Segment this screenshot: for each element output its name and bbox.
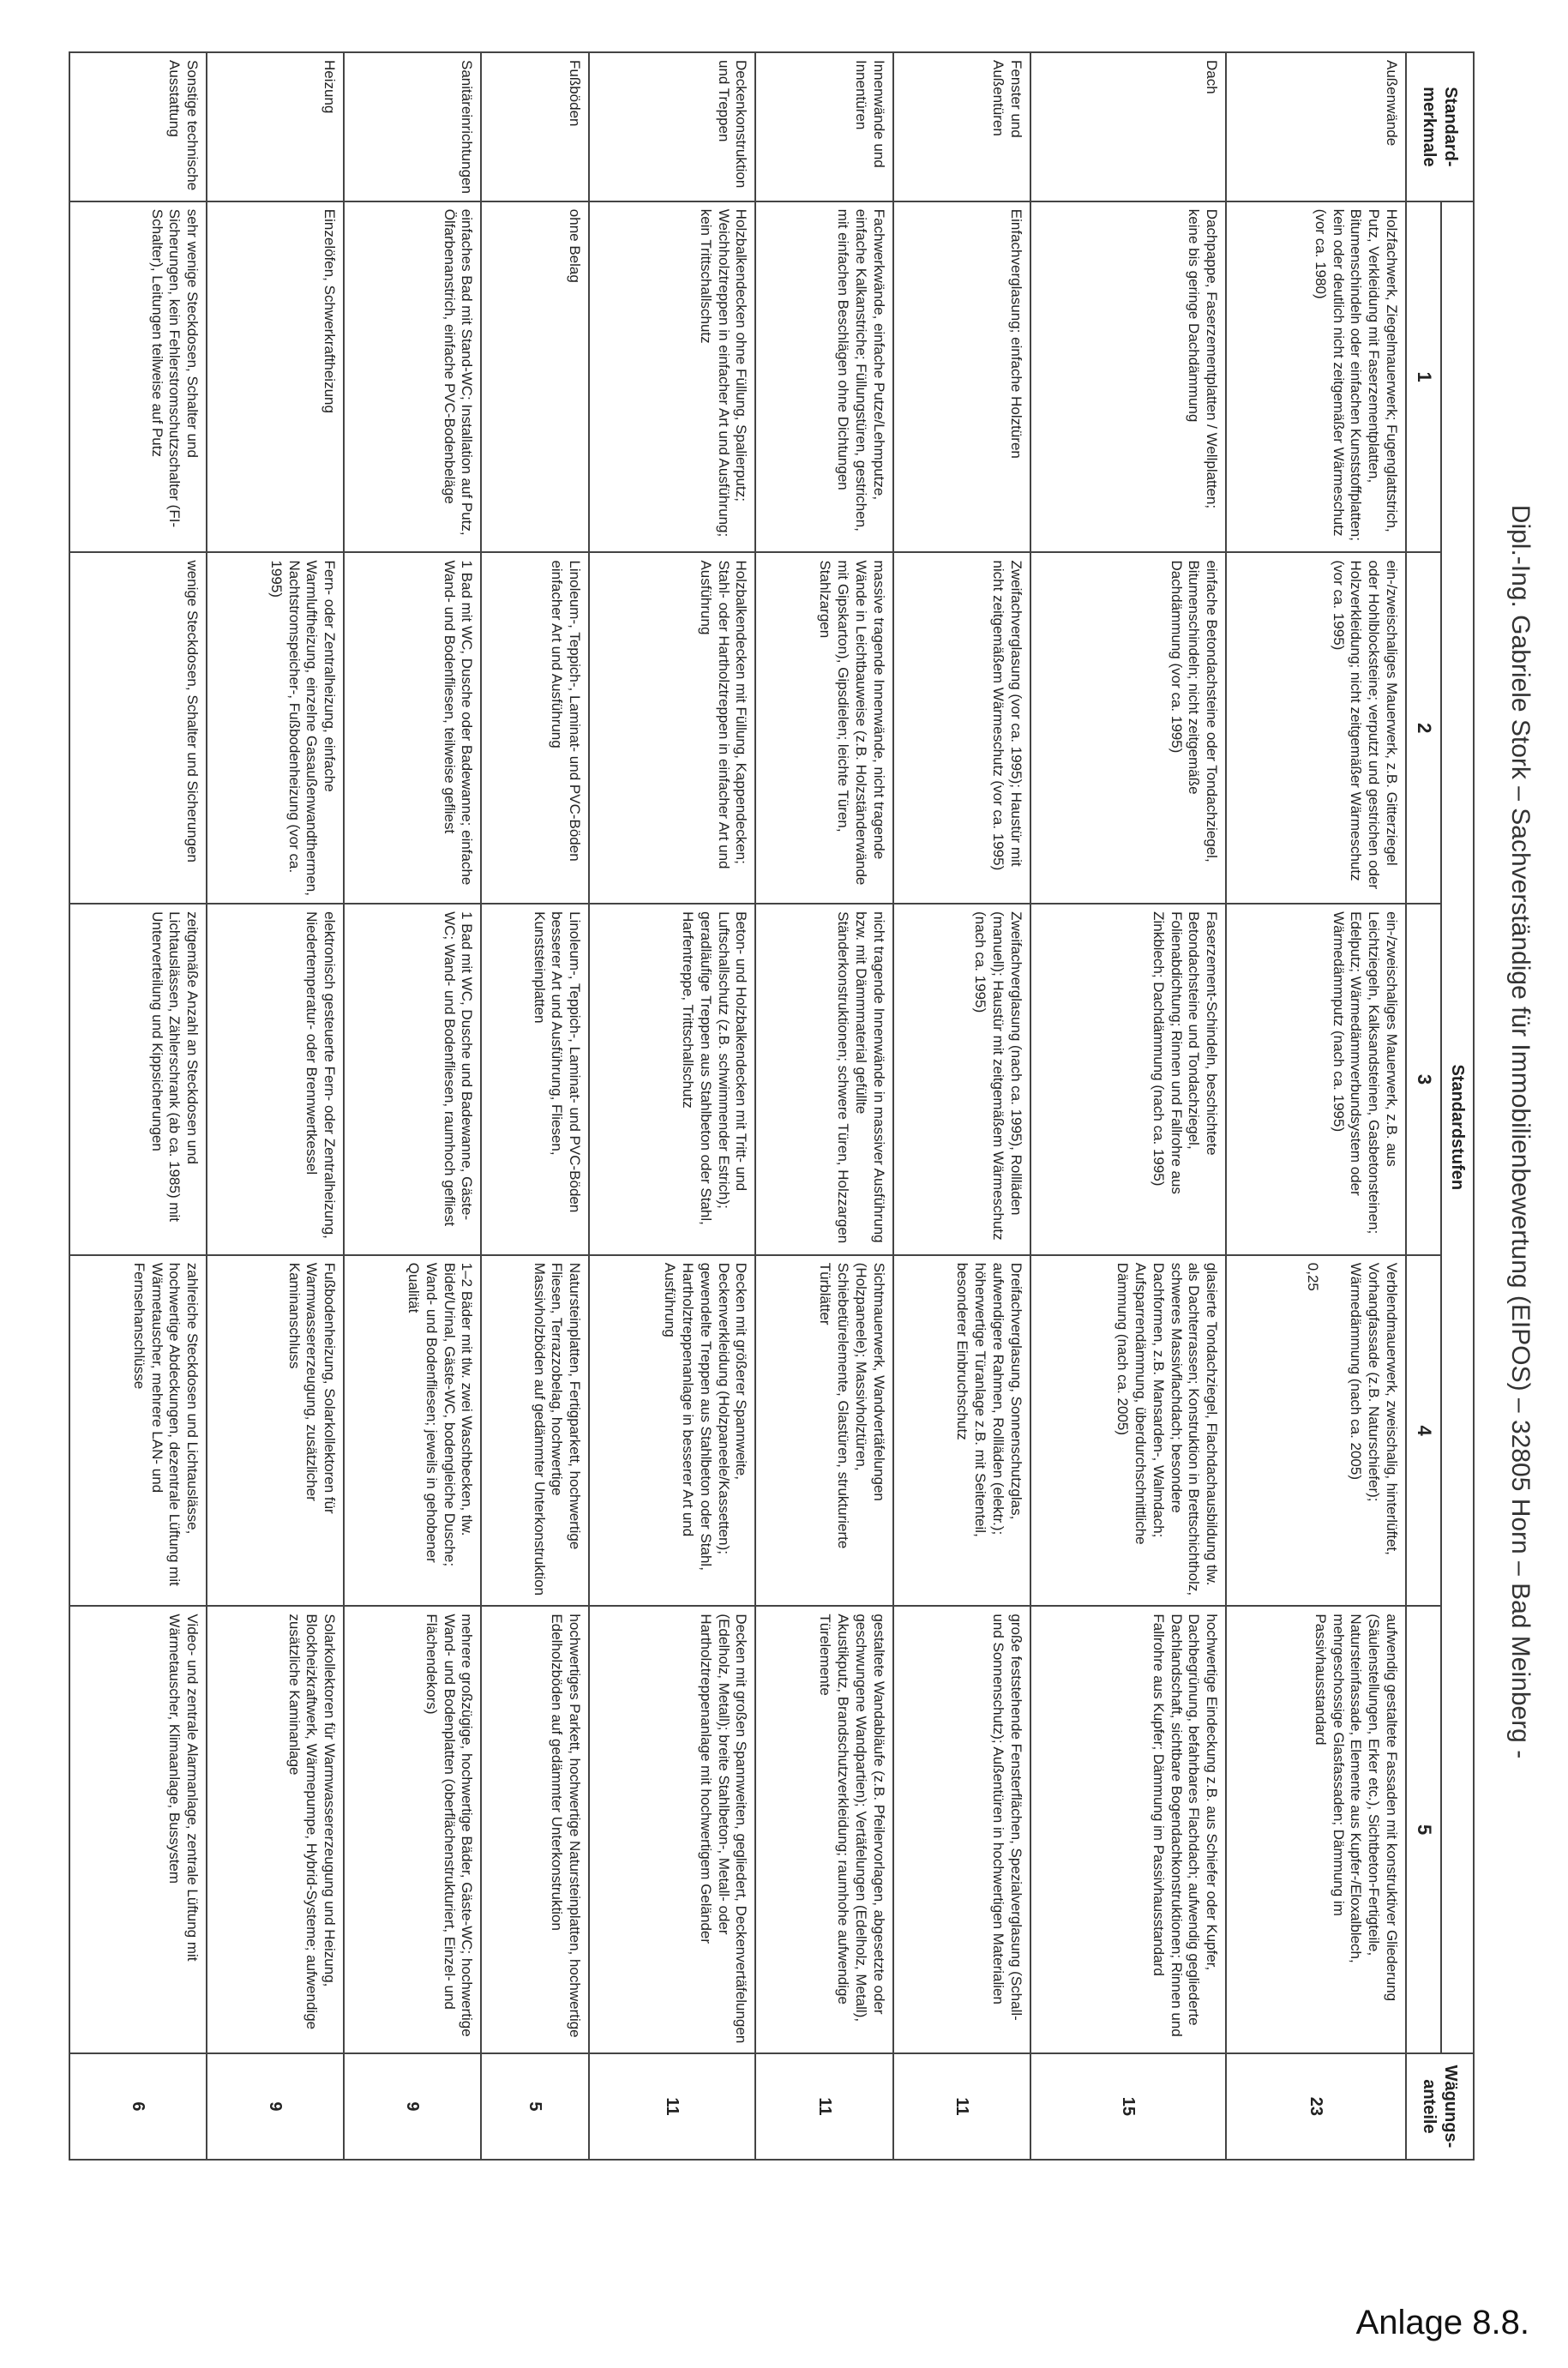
feature-cell: Innenwände und Innentüren [755,52,892,201]
table-row [1226,52,1406,2160]
table-row [344,52,481,2160]
level-2-cell [344,552,481,904]
weight-cell: 23 [1226,2053,1406,2160]
level-5-cell [344,1606,481,2052]
cell-text: Fern- oder Zentralheizung, einfache Warmluftheizung, einzelne Gasaußenwandthermen, Nachtstromspeicher-, Fußbodenheizung (vor ca. 1995) [268,560,339,896]
cell-text: sehr wenige Steckdosen, Schalter und Sicherungen, kein Fehlerstromschutzschalter (FI-Schalter), Leitungen teilweise auf Putz [148,208,201,528]
cell-text: große feststehende Fensterflächen, Spezialverglasung (Schall- und Sonnenschutz); Außentüren in hochwertigen Materialien [989,1614,1024,2021]
cell-text: Einfachverglasung; einfache Holztüren [1007,208,1024,459]
annex-label: Anlage 8.8. [1355,2304,1529,2341]
level-2-cell [755,552,892,904]
table-row [893,52,1030,2160]
level-1-cell [344,201,481,553]
cell-text: Einzelöfen, Schwerkraftheizung [321,208,339,413]
cell-text: Solarkollektoren für Warmwassererzeugung und Heizung, Blockheizkraftwerk, Wärmepumpe, Hybrid-Systeme; aufwendige zusätzliche Kaminanlage [285,1614,339,2030]
level-1-cell [69,201,207,553]
weight-cell: 6 [69,2053,207,2160]
standards-table [69,51,1475,2161]
level-2-cell [1030,552,1227,904]
level-1-cell [481,201,589,553]
cell-text: hochwertige Eindeckung z.B. aus Schiefer oder Kupfer, Dachbegrünung, befahrbares Flachdach; aufwendig gegliederte Dachlandschaft, sichtbare Bogendachkonstruktionen; Rinnen und Fallrohre aus Kupfer; Dämmung im Passivhausstandard [1150,1614,1221,2037]
level-2-cell [589,552,755,904]
level-header: 3 [1406,904,1441,1255]
weight-cell: 15 [1030,2053,1227,2160]
level-4-cell [207,1255,344,1607]
level-4-cell [344,1255,481,1607]
cell-text: Decken mit großen Spannweiten, gegliedert, Deckenvertäfelungen (Edelholz, Metall); breite Stahlbeton-, Metall- oder Hartholztreppenanlage mit hochwertigem Geländer [697,1614,750,2044]
cell-text: Fachwerkwände, einfache Putze/Lehmputze, einfache Kalkanstriche; Füllungstüren, gestrichen, mit einfachen Beschlägen ohne Dichtungen [835,208,887,532]
cell-text: Verblendmauerwerk, zweischalig, hinterlüftet, Vorhangfassade (z.B. Naturschiefer); Wärmedämmung (nach ca. 2005) [1348,1262,1400,1555]
table-body [69,52,1406,2160]
cell-text: Natursteinplatten, Fertigparkett, hochwertige Fliesen, Terrazzobelag, hochwertige Massivholzböden auf gedämmter Unterkonstruktion [531,1262,584,1596]
feature-cell: Fenster und Außentüren [893,52,1030,201]
cell-text: ein-/zweischaliges Mauerwerk, z.B. aus Leichtziegeln, Kalksandsteinen, Gasbetonsteinen; Edelputz; Wärmedämmverbundsystem oder Wärmedämmputz (nach ca. 1995) [1330,911,1400,1235]
level-1-cell [207,201,344,553]
feature-cell: Dach [1030,52,1227,201]
standards-table-rotated [69,51,1475,2161]
level-3-cell [344,904,481,1255]
cell-text: mehrere großzügige, hochwertige Bäder, Gäste-WC; hochwertige Wand- und Bodenplatten (oberflächenstrukturiert, Einzel- und Flächendekors) [423,1614,476,2037]
table-row [69,52,207,2160]
cell-note: 0,25 [1304,1262,1321,1291]
cell-text: Zweifachverglasung (vor ca. 1995); Haustür mit nicht zeitgemäßem Wärmeschutz (vor ca. 1995) [989,560,1024,871]
level-2-cell [1226,552,1406,904]
feature-cell: Außenwände [1226,52,1406,201]
level-2-cell [481,552,589,904]
cell-text: Holzfachwerk, Ziegelmauerwerk; Fugenglattstrich, Putz, Verkleidung mit Faserzementplatten, Bitumenschindeln oder einfachen Kunststoffplatten; kein oder deutlich nicht zeitgemäßer Wärmeschutz (vor ca. 1980) [1312,208,1400,541]
cell-text: Fußbodenheizung, Solarkollektoren für Warmwassererzeugung, zusätzlicher Kaminanschluss [285,1262,339,1514]
cell-text: ein-/zweischaliges Mauerwerk, z.B. Gitterziegel oder Hohlblocksteine; verputzt und gestrichen oder Holzverkleidung; nicht zeitgemäßer Wärmeschutz (vor ca. 1995) [1330,560,1400,890]
level-5-cell [755,1606,892,2052]
table-row [1030,52,1227,2160]
cell-text: Sichtmauerwerk, Wandvertäfelungen (Holzpaneele); Massivholztüren, Schiebetürelemente, Glastüren, strukturierte Türblätter [817,1262,887,1549]
table-row [481,52,589,2160]
level-3-cell [481,904,589,1255]
cell-text: massive tragende Innenwände, nicht tragende Wände in Leichtbauweise (z.B. Holzständerwände mit Gipskarton), Gipsdielen; leichte Türen, Stahlzargen [817,560,887,886]
cell-text: elektronisch gesteuerte Fern- oder Zentralheizung, Niedertemperatur- oder Brennwertkessel [303,911,339,1239]
level-4-cell [1030,1255,1227,1607]
level-5-cell [69,1606,207,2052]
cell-text: aufwendig gestaltete Fassaden mit konstruktiver Gliederung (Säulenstellungen, Erker etc.), Sichtbeton-Fertigteile, Natursteinfassade, Elemente aus Kupfer-/Eloxalblech, mehrgeschossige Glasfassaden; Dämmung im Passivhausstandard [1312,1614,1400,2002]
level-4-cell [893,1255,1030,1607]
level-5-cell [207,1606,344,2052]
cell-text: einfache Betondachsteine oder Tondachziegel, Bitumenschindeln; nicht zeitgemäße Dachdämmung (vor ca. 1995) [1168,560,1221,862]
level-5-cell [481,1606,589,2052]
cell-text: hochwertiges Parkett, hochwertige Natursteinplatten, hochwertige Edelholzböden auf gedämmter Unterkonstruktion [549,1614,584,2038]
cell-text: Holzbalkendecken mit Füllung, Kappendecken; Stahl- oder Hartholztreppen in einfacher Art und Ausführung [697,560,750,869]
cell-text: zeitgemäße Anzahl an Steckdosen und Lichtauslässen, Zählerschrank (ab ca. 1985) mit Unterverteilung und Kippsicherungen [148,911,201,1223]
feature-header: Standard-merkmale [1406,52,1474,201]
cell-text: wenige Steckdosen, Schalter und Sicherungen [184,560,201,862]
level-1-cell [1030,201,1227,553]
header-row-1 [1441,52,1474,2160]
cell-text: Beton- und Holzbalkendecken mit Tritt- und Luftschallschutz (z.B. schwimmender Estrich); geradläufige Treppen aus Stahlbeton oder Stahl, Harfentreppe, Trittschallschutz [680,911,750,1225]
cell-text: Dreifachverglasung, Sonnenschutzglas, aufwendigere Rahmen, Rollläden (elektr.); höherwertige Türanlage z.B. mit Seitenteil, besonderer Einbruchschutz [954,1262,1024,1537]
level-4-cell [481,1255,589,1607]
levels-group-header: Standardstufen [1441,201,1474,2053]
weights-header: Wägungs-anteile [1406,2053,1474,2160]
level-5-cell [893,1606,1030,2052]
feature-cell: Deckenkonstruktion und Treppen [589,52,755,201]
level-header: 5 [1406,1606,1441,2052]
level-2-cell [207,552,344,904]
feature-cell: Sonstige technische Ausstattung [69,52,207,201]
cell-text: 1 Bad mit WC, Dusche und Badewanne, Gäste-WC; Wand- und Bodenfliesen, raumhoch gefliest [441,911,476,1227]
weight-cell: 11 [893,2053,1030,2160]
cell-text: 1 Bad mit WC, Dusche oder Badewanne; einfache Wand- und Bodenfliesen, teilweise gefliest [441,560,476,886]
level-2-cell [69,552,207,904]
table-row [755,52,892,2160]
feature-cell: Heizung [207,52,344,201]
level-1-cell [755,201,892,553]
cell-text: nicht tragende Innenwände in massiver Ausführung bzw. mit Dämmmaterial gefüllte Ständerkonstruktionen; schwere Türen, Holzzargen [835,911,887,1244]
cell-text: Linoleum-, Teppich-, Laminat- und PVC-Böden besserer Art und Ausführung, Fliesen, Kunststeinplatten [531,911,584,1213]
cell-text: zahlreiche Steckdosen und Lichtauslässe, hochwertige Abdeckungen, dezentrale Lüftung mit Wärmetauscher, mehrere LAN- und Fernsehanschlüsse [130,1262,201,1586]
level-3-cell [893,904,1030,1255]
level-4-cell [1226,1255,1406,1607]
level-1-cell [893,201,1030,553]
level-1-cell [589,201,755,553]
level-5-cell [589,1606,755,2052]
level-5-cell [1226,1606,1406,2052]
level-3-cell [589,904,755,1255]
cell-text: Video- und zentrale Alarmanlage, zentrale Lüftung mit Wärmetauscher, Klimaanlage, Bussystem [166,1614,201,1962]
weight-cell: 11 [589,2053,755,2160]
table-row [207,52,344,2160]
level-3-cell [1030,904,1227,1255]
cell-text: glasierte Tondachziegel, Flachdachausbildung tlw. als Dachterrassen; Konstruktion in Brettschichtholz, schweres Massivflachdach; besondere Dachformen, z.B. Mansarden-, Walmdach; Aufsparrendämmung, überdurchschnittliche Dämmung (nach ca. 2005) [1114,1262,1221,1596]
feature-cell: Fußböden [481,52,589,201]
level-4-cell [589,1255,755,1607]
level-3-cell [207,904,344,1255]
level-4-cell [755,1255,892,1607]
cell-text: Dachpappe, Faserzementplatten / Wellplatten; keine bis geringe Dachdämmung [1186,208,1221,509]
level-4-cell [69,1255,207,1607]
cell-text: Decken mit größerer Spannweite, Deckenverkleidung (Holzpaneele/Kassetten); gewendelte Treppen aus Stahlbeton oder Stahl, Hartholztreppenanlage in besserer Art und Ausführung [662,1262,750,1571]
weight-cell: 5 [481,2053,589,2160]
table-row [589,52,755,2160]
level-3-cell [1226,904,1406,1255]
level-header: 1 [1406,201,1441,553]
weight-cell: 9 [207,2053,344,2160]
cell-text: Faserzement-Schindeln, beschichtete Betondachsteine und Tondachziegel, Folienabdichtung; Rinnen und Fallrohre aus Zinkblech; Dachdämmung (nach ca. 1995) [1150,911,1221,1194]
level-3-cell [69,904,207,1255]
author-footer: Dipl.-Ing. Gabriele Stork – Sachverständige für Immobilienbewertung (EIPOS) – 32805 Horn – Bad Meinberg - [1506,504,1535,1759]
level-5-cell [1030,1606,1227,2052]
level-header: 2 [1406,552,1441,904]
weight-cell: 9 [344,2053,481,2160]
cell-text: einfaches Bad mit Stand-WC; Installation auf Putz, Ölfarbenanstrich, einfache PVC-Bodenbeläge [441,208,476,536]
cell-text: Holzbalkendecken ohne Füllung, Spalierputz; Weichholztreppen in einfacher Art und Ausführung; kein Trittschallschutz [697,208,750,538]
cell-text: Zweifachverglasung (nach ca. 1995), Rollläden (manuell); Haustür mit zeitgemäßem Wärmeschutz (nach ca. 1995) [972,911,1024,1241]
level-1-cell [1226,201,1406,553]
cell-text: Linoleum-, Teppich-, Laminat- und PVC-Böden einfacher Art und Ausführung [549,560,584,862]
cell-text: 1–2 Bäder mit tlw. zwei Waschbecken, tlw. Bidet/Urinal, Gäste-WC, bodengleiche Dusche; Wand- und Bodenfliesen; jeweils in gehobener Qualität [406,1262,476,1567]
level-header: 4 [1406,1255,1441,1607]
feature-cell: Sanitäreinrichtungen [344,52,481,201]
weight-cell: 11 [755,2053,892,2160]
cell-text: ohne Belag [567,208,584,283]
level-3-cell [755,904,892,1255]
level-2-cell [893,552,1030,904]
cell-text: gestaltete Wandabläufe (z.B. Pfeilervorlagen, abgesetzte oder geschwungene Wandpartien); Vertäfelungen (Edelholz, Metall), Akustikputz, Brandschutzverkleidung; raumhohe aufwendige Türelemente [817,1614,887,2022]
header-row-2 [1406,52,1441,2160]
